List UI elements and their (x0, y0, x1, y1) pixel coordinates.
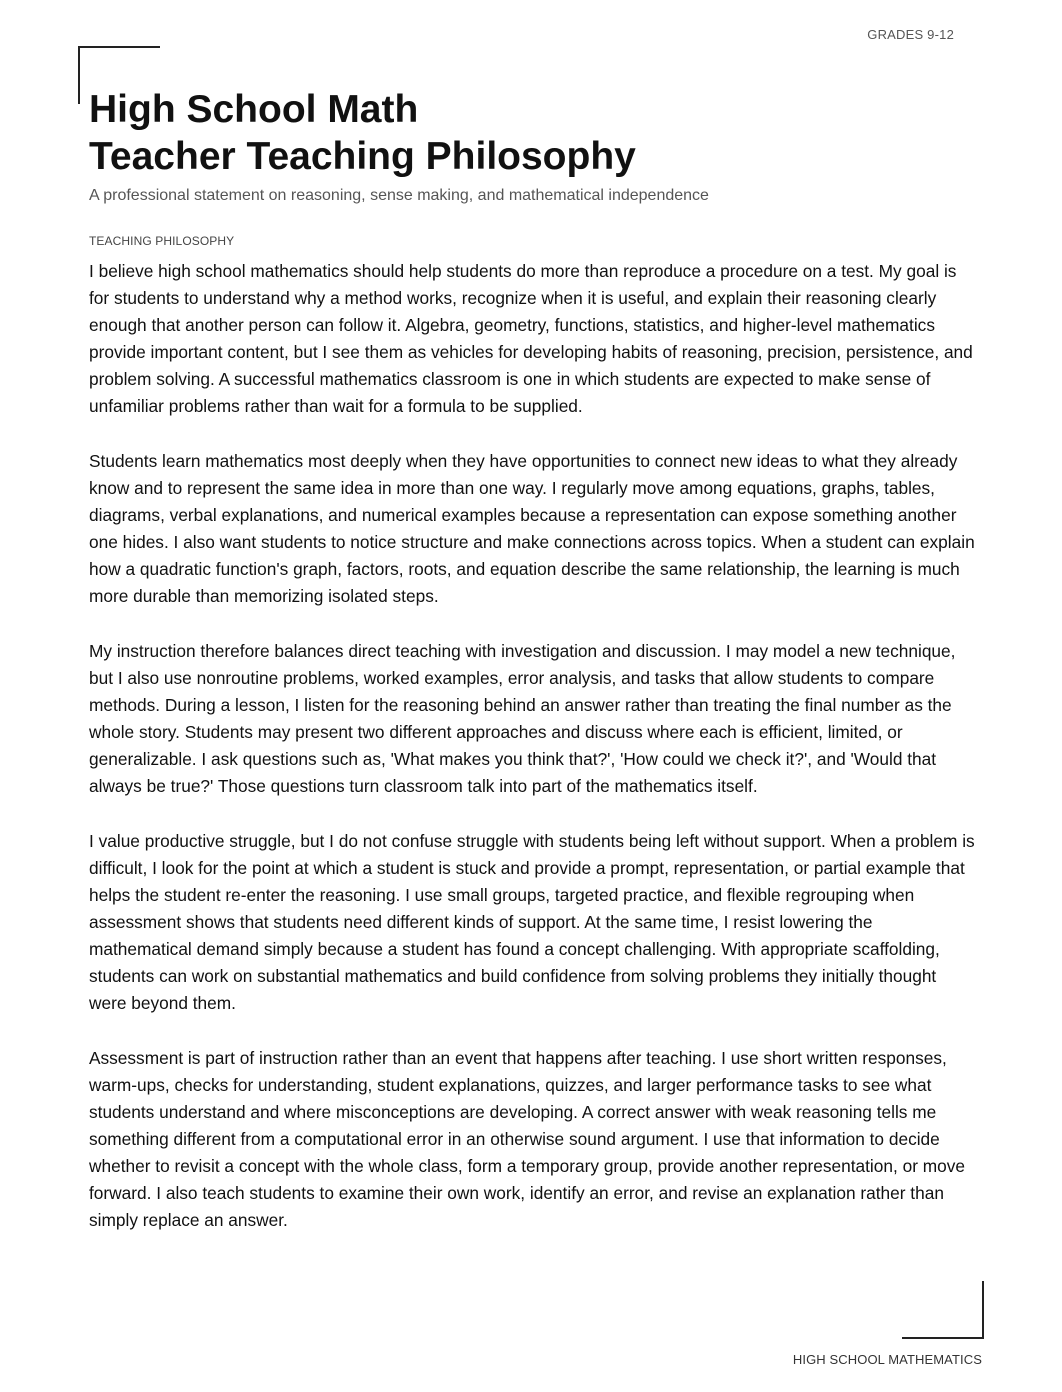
grade-level-tag: GRADES 9-12 (867, 27, 954, 42)
corner-bracket-bottom-right (902, 1281, 984, 1339)
document-title (89, 86, 636, 180)
paragraph: I value productive struggle, but I do not confuse struggle with students being left without support. When a problem is difficult, I look for the point at which a student is stuck and provide a prompt, representation, or partial example that helps the student re-enter the reasoning. I use small groups, targeted practice, and flexible regrouping when assessment shows that students need different kinds of support. At the same time, I resist lowering the mathematical demand simply because a student has found a concept challenging. With appropriate scaffolding, students can work on substantial mathematics and build confidence from solving problems they initially thought were beyond them. (89, 831, 975, 1013)
paragraph: My instruction therefore balances direct teaching with investigation and discussion. I may model a new technique, but I also use nonroutine problems, worked examples, error analysis, and tasks that allow students to compare methods. During a lesson, I listen for the reasoning behind an answer rather than treating the final number as the whole story. Students may present two different approaches and discuss where each is efficient, limited, or generalizable. I ask questions such as, 'What makes you think that?', 'How could we check it?', and 'Would that always be true?' Those questions turn classroom talk into part of the mathematics itself. (89, 641, 956, 796)
paragraph: Students learn mathematics most deeply when they have opportunities to connect new ideas to what they already know and to represent the same idea in more than one way. I regularly move among equations, graphs, tables, diagrams, verbal explanations, and numerical examples because a representation can expose something another one hides. I also want students to notice structure and make connections across topics. When a student can explain how a quadratic function's graph, factors, roots, and equation describe the same relationship, the learning is much more durable than memorizing isolated steps. (89, 451, 975, 606)
footer-tag: HIGH SCHOOL MATHEMATICS (792, 1352, 982, 1367)
paragraph: I believe high school mathematics should help students do more than reproduce a procedure on a test. My goal is for students to understand why a method works, recognize when it is useful, and explain their reasoning clearly enough that another person can follow it. Algebra, geometry, functions, statistics, and higher-level mathematics provide important content, but I see them as vehicles for developing habits of reasoning, precision, persistence, and problem solving. A successful mathematics classroom is one in which students are expected to make sense of unfamiliar problems rather than wait for a formula to be supplied. (89, 261, 973, 416)
document-subtitle: A professional statement on reasoning, sense making, and mathematical independence (89, 187, 709, 204)
title-line-1: High School Math (89, 88, 419, 131)
philosophy-body (89, 258, 977, 1262)
title-line-2: Teacher Teaching Philosophy (89, 135, 636, 178)
section-label: TEACHING PHILOSOPHY (89, 234, 235, 248)
paragraph: Assessment is part of instruction rather than an event that happens after teaching. I use short written responses, warm-ups, checks for understanding, student explanations, quizzes, and larger performance tasks to see what students understand and where misconceptions are developing. A correct answer with weak reasoning tells me something different from a computational error in an otherwise sound argument. I use that information to decide whether to revisit a concept with the whole class, form a temporary group, provide another representation, or move forward. I also teach students to examine their own work, identify an error, and revise an explanation rather than simply replace an answer. (89, 1048, 966, 1230)
